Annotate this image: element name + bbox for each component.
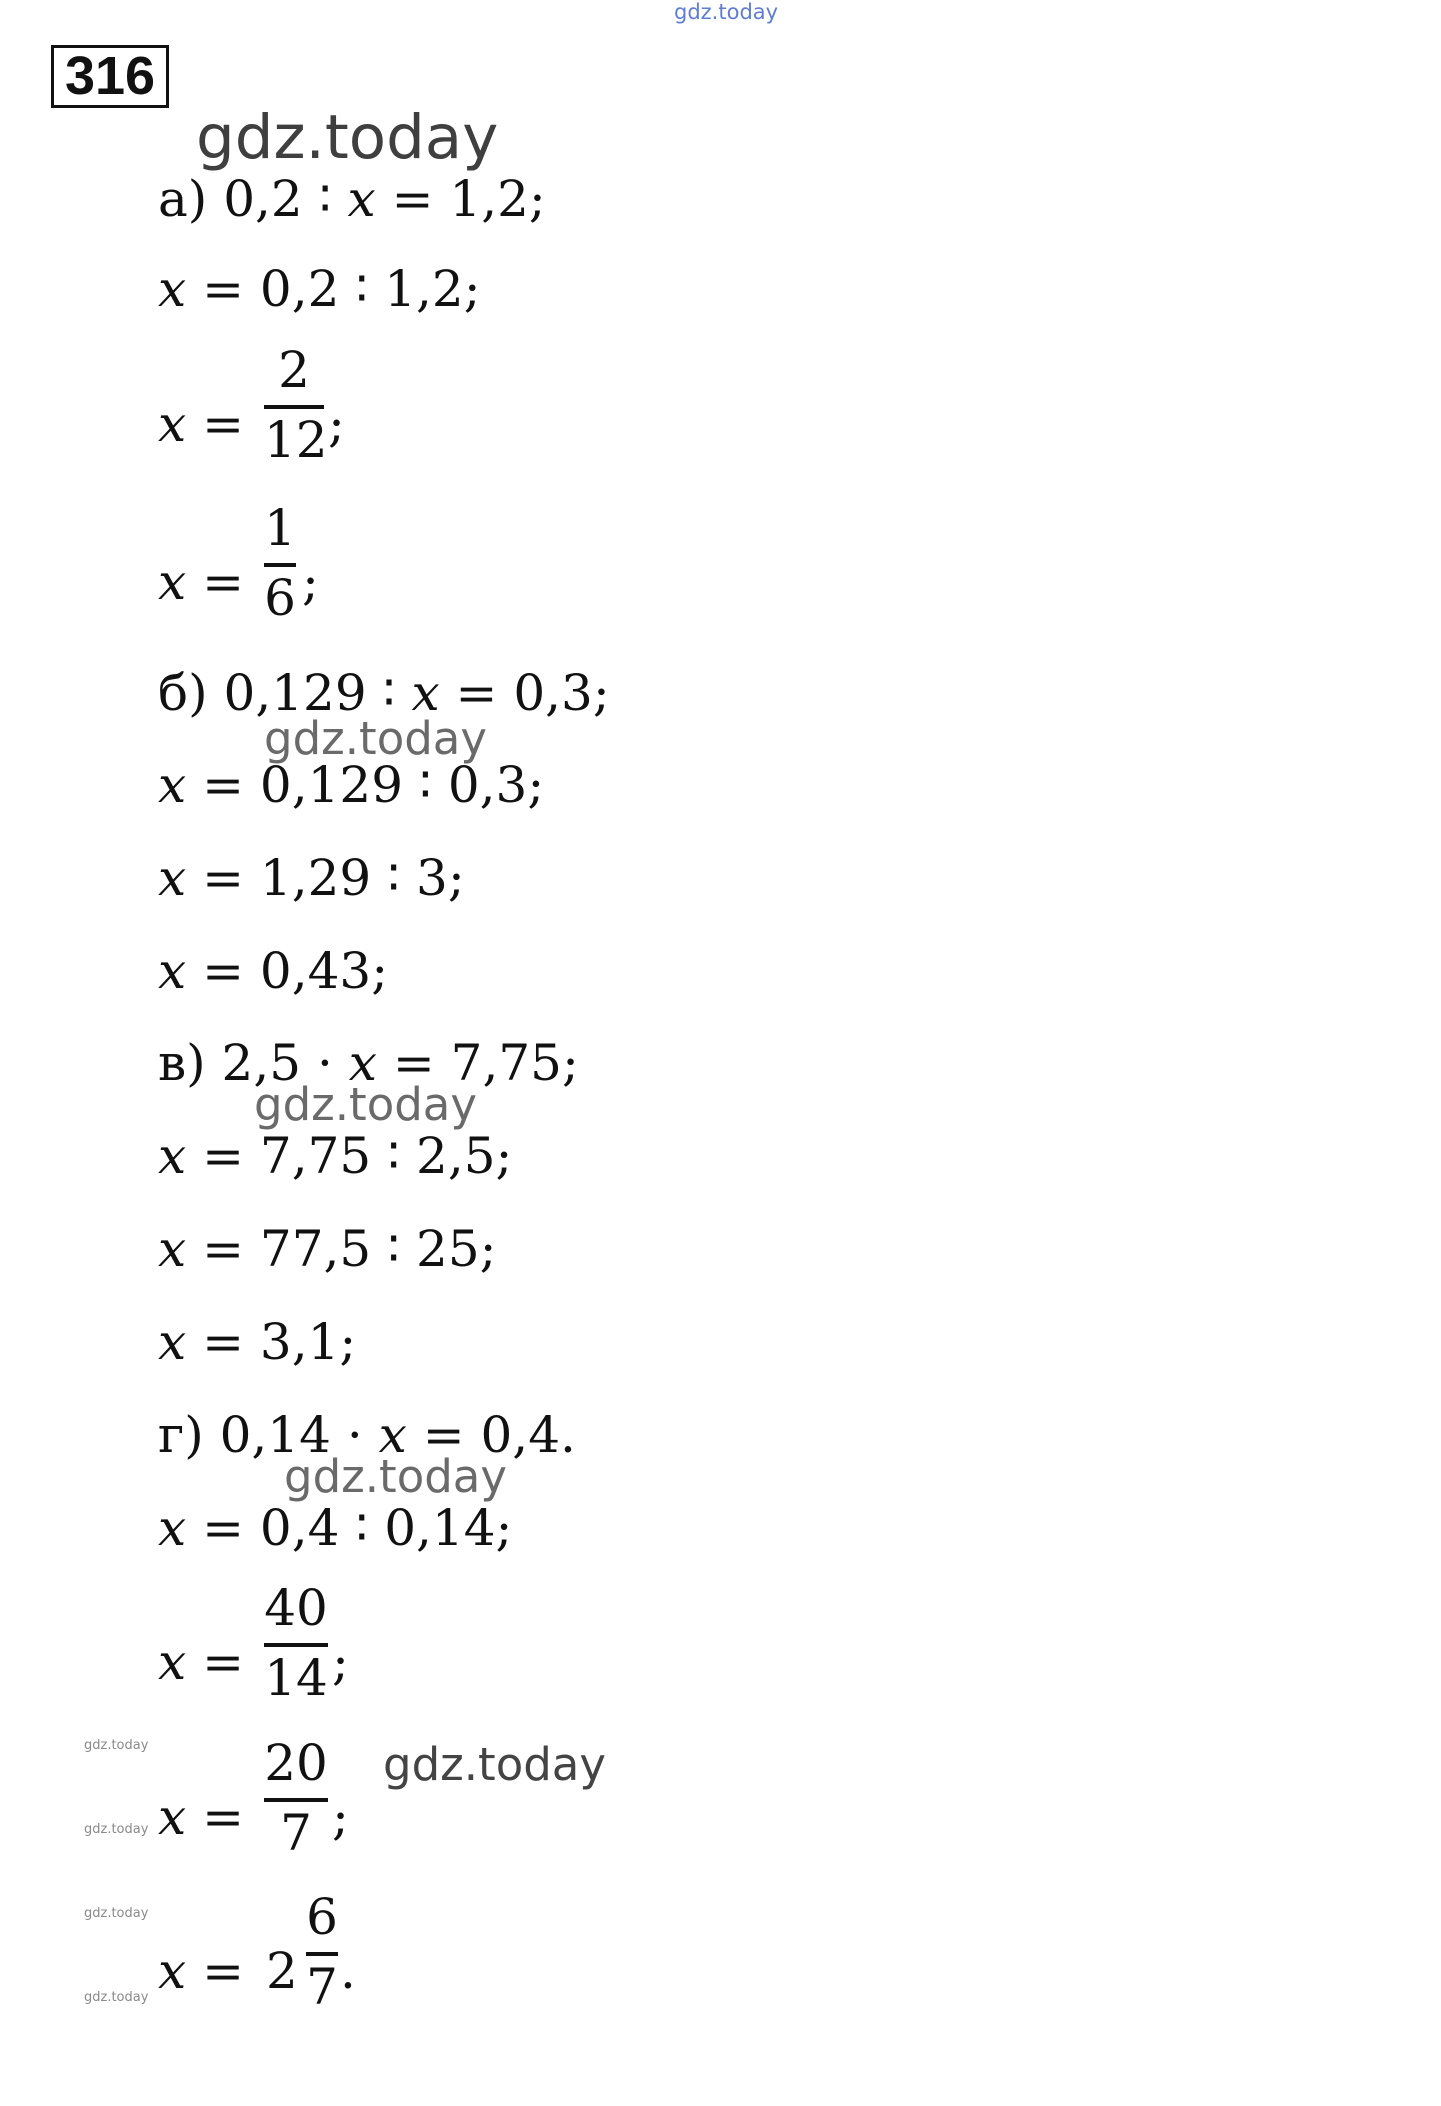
fraction-bar [306, 1952, 338, 1956]
watermark-v: gdz.today [254, 1078, 478, 1131]
eq-text: = 1,29 ∶ 3; [186, 849, 465, 907]
fraction [264, 1734, 328, 1862]
eq-text: = 3,1; [186, 1313, 357, 1371]
equation-g-2 [158, 1499, 513, 1557]
eq-text: = 1,2; [375, 170, 546, 228]
numerator: 2 [278, 341, 310, 399]
denominator: 7 [280, 1804, 312, 1862]
watermark-top: gdz.today [674, 0, 779, 24]
denominator: 14 [264, 1649, 328, 1707]
denominator: 6 [264, 569, 296, 627]
variable-x: x [158, 756, 187, 814]
fraction-bar [264, 405, 324, 409]
problem-number: 316 [51, 45, 169, 108]
eq-text: = 0,2 ∶ 1,2; [186, 260, 481, 318]
variable-x: x [158, 1499, 187, 1557]
equation-g-1 [158, 1406, 576, 1464]
equation-v-3 [158, 1220, 497, 1278]
variable-x: x [158, 1220, 187, 1278]
variable-x: x [348, 1034, 377, 1092]
numerator: 20 [264, 1734, 328, 1792]
eq-text: = 0,43; [186, 942, 389, 1000]
fraction-bar [264, 1643, 328, 1647]
eq-text: = 0,4. [406, 1406, 576, 1464]
denominator: 7 [306, 1958, 338, 2016]
eq-text: = 0,3; [439, 664, 610, 722]
fraction [264, 1579, 328, 1707]
semicolon: ; [302, 553, 319, 611]
eq-text: в) 2,5 · [158, 1034, 349, 1092]
period: . [340, 1942, 356, 2000]
variable-x: x [158, 1788, 187, 1846]
eq-text: а) 0,2 ∶ [158, 170, 348, 228]
fraction-bar [264, 1798, 328, 1802]
semicolon: ; [332, 1633, 349, 1691]
watermark-g: gdz.today [284, 1450, 508, 1503]
eq-text: г) 0,14 · [158, 1406, 379, 1464]
numerator: 1 [264, 499, 296, 557]
numerator: 40 [264, 1579, 328, 1637]
variable-x: x [158, 1313, 187, 1371]
semicolon: ; [328, 395, 345, 453]
equation-b-1 [158, 664, 610, 722]
variable-x: x [158, 849, 187, 907]
equation-a-2 [158, 260, 481, 318]
eq-text: = 7,75 ∶ 2,5; [186, 1127, 513, 1185]
equation-v-1 [158, 1034, 579, 1092]
fraction-bar [264, 563, 296, 567]
numerator: 6 [306, 1888, 338, 1946]
eq-sign: = [186, 395, 244, 453]
fraction [264, 341, 328, 469]
eq-sign: = [186, 1942, 244, 2000]
denominator: 12 [264, 411, 328, 469]
watermark-title: gdz.today [196, 102, 499, 173]
equation-b-3 [158, 849, 465, 907]
variable-x: x [158, 553, 187, 611]
fraction [306, 1888, 338, 2016]
equation-v-4 [158, 1313, 357, 1371]
variable-x: x [347, 170, 376, 228]
eq-sign: = [186, 1788, 244, 1846]
variable-x: x [378, 1406, 407, 1464]
watermark-g-right: gdz.today [383, 1738, 607, 1791]
equation-v-2 [158, 1127, 513, 1185]
equation-b-2 [158, 756, 545, 814]
equation-b-4 [158, 942, 389, 1000]
variable-x: x [158, 260, 187, 318]
eq-text: б) 0,129 ∶ [158, 664, 412, 722]
equation-a-1 [158, 170, 546, 228]
watermark-small-1: gdz.today [84, 1738, 149, 1753]
watermark-small-2: gdz.today [84, 1822, 149, 1837]
eq-sign: = [186, 1633, 244, 1691]
semicolon: ; [332, 1788, 349, 1846]
eq-text: = 77,5 ∶ 25; [186, 1220, 497, 1278]
variable-x: x [158, 942, 187, 1000]
watermark-small-3: gdz.today [84, 1906, 149, 1921]
eq-text: = 0,129 ∶ 0,3; [186, 756, 545, 814]
eq-text: = 0,4 ∶ 0,14; [186, 1499, 513, 1557]
eq-sign: = [186, 553, 244, 611]
variable-x: x [158, 395, 187, 453]
variable-x: x [158, 1127, 187, 1185]
integer-part: 2 [266, 1942, 298, 2000]
watermark-b: gdz.today [264, 712, 488, 765]
variable-x: x [411, 664, 440, 722]
fraction [264, 499, 296, 627]
eq-text: = 7,75; [376, 1034, 579, 1092]
variable-x: x [158, 1633, 187, 1691]
variable-x: x [158, 1942, 187, 2000]
watermark-small-4: gdz.today [84, 1990, 149, 2005]
